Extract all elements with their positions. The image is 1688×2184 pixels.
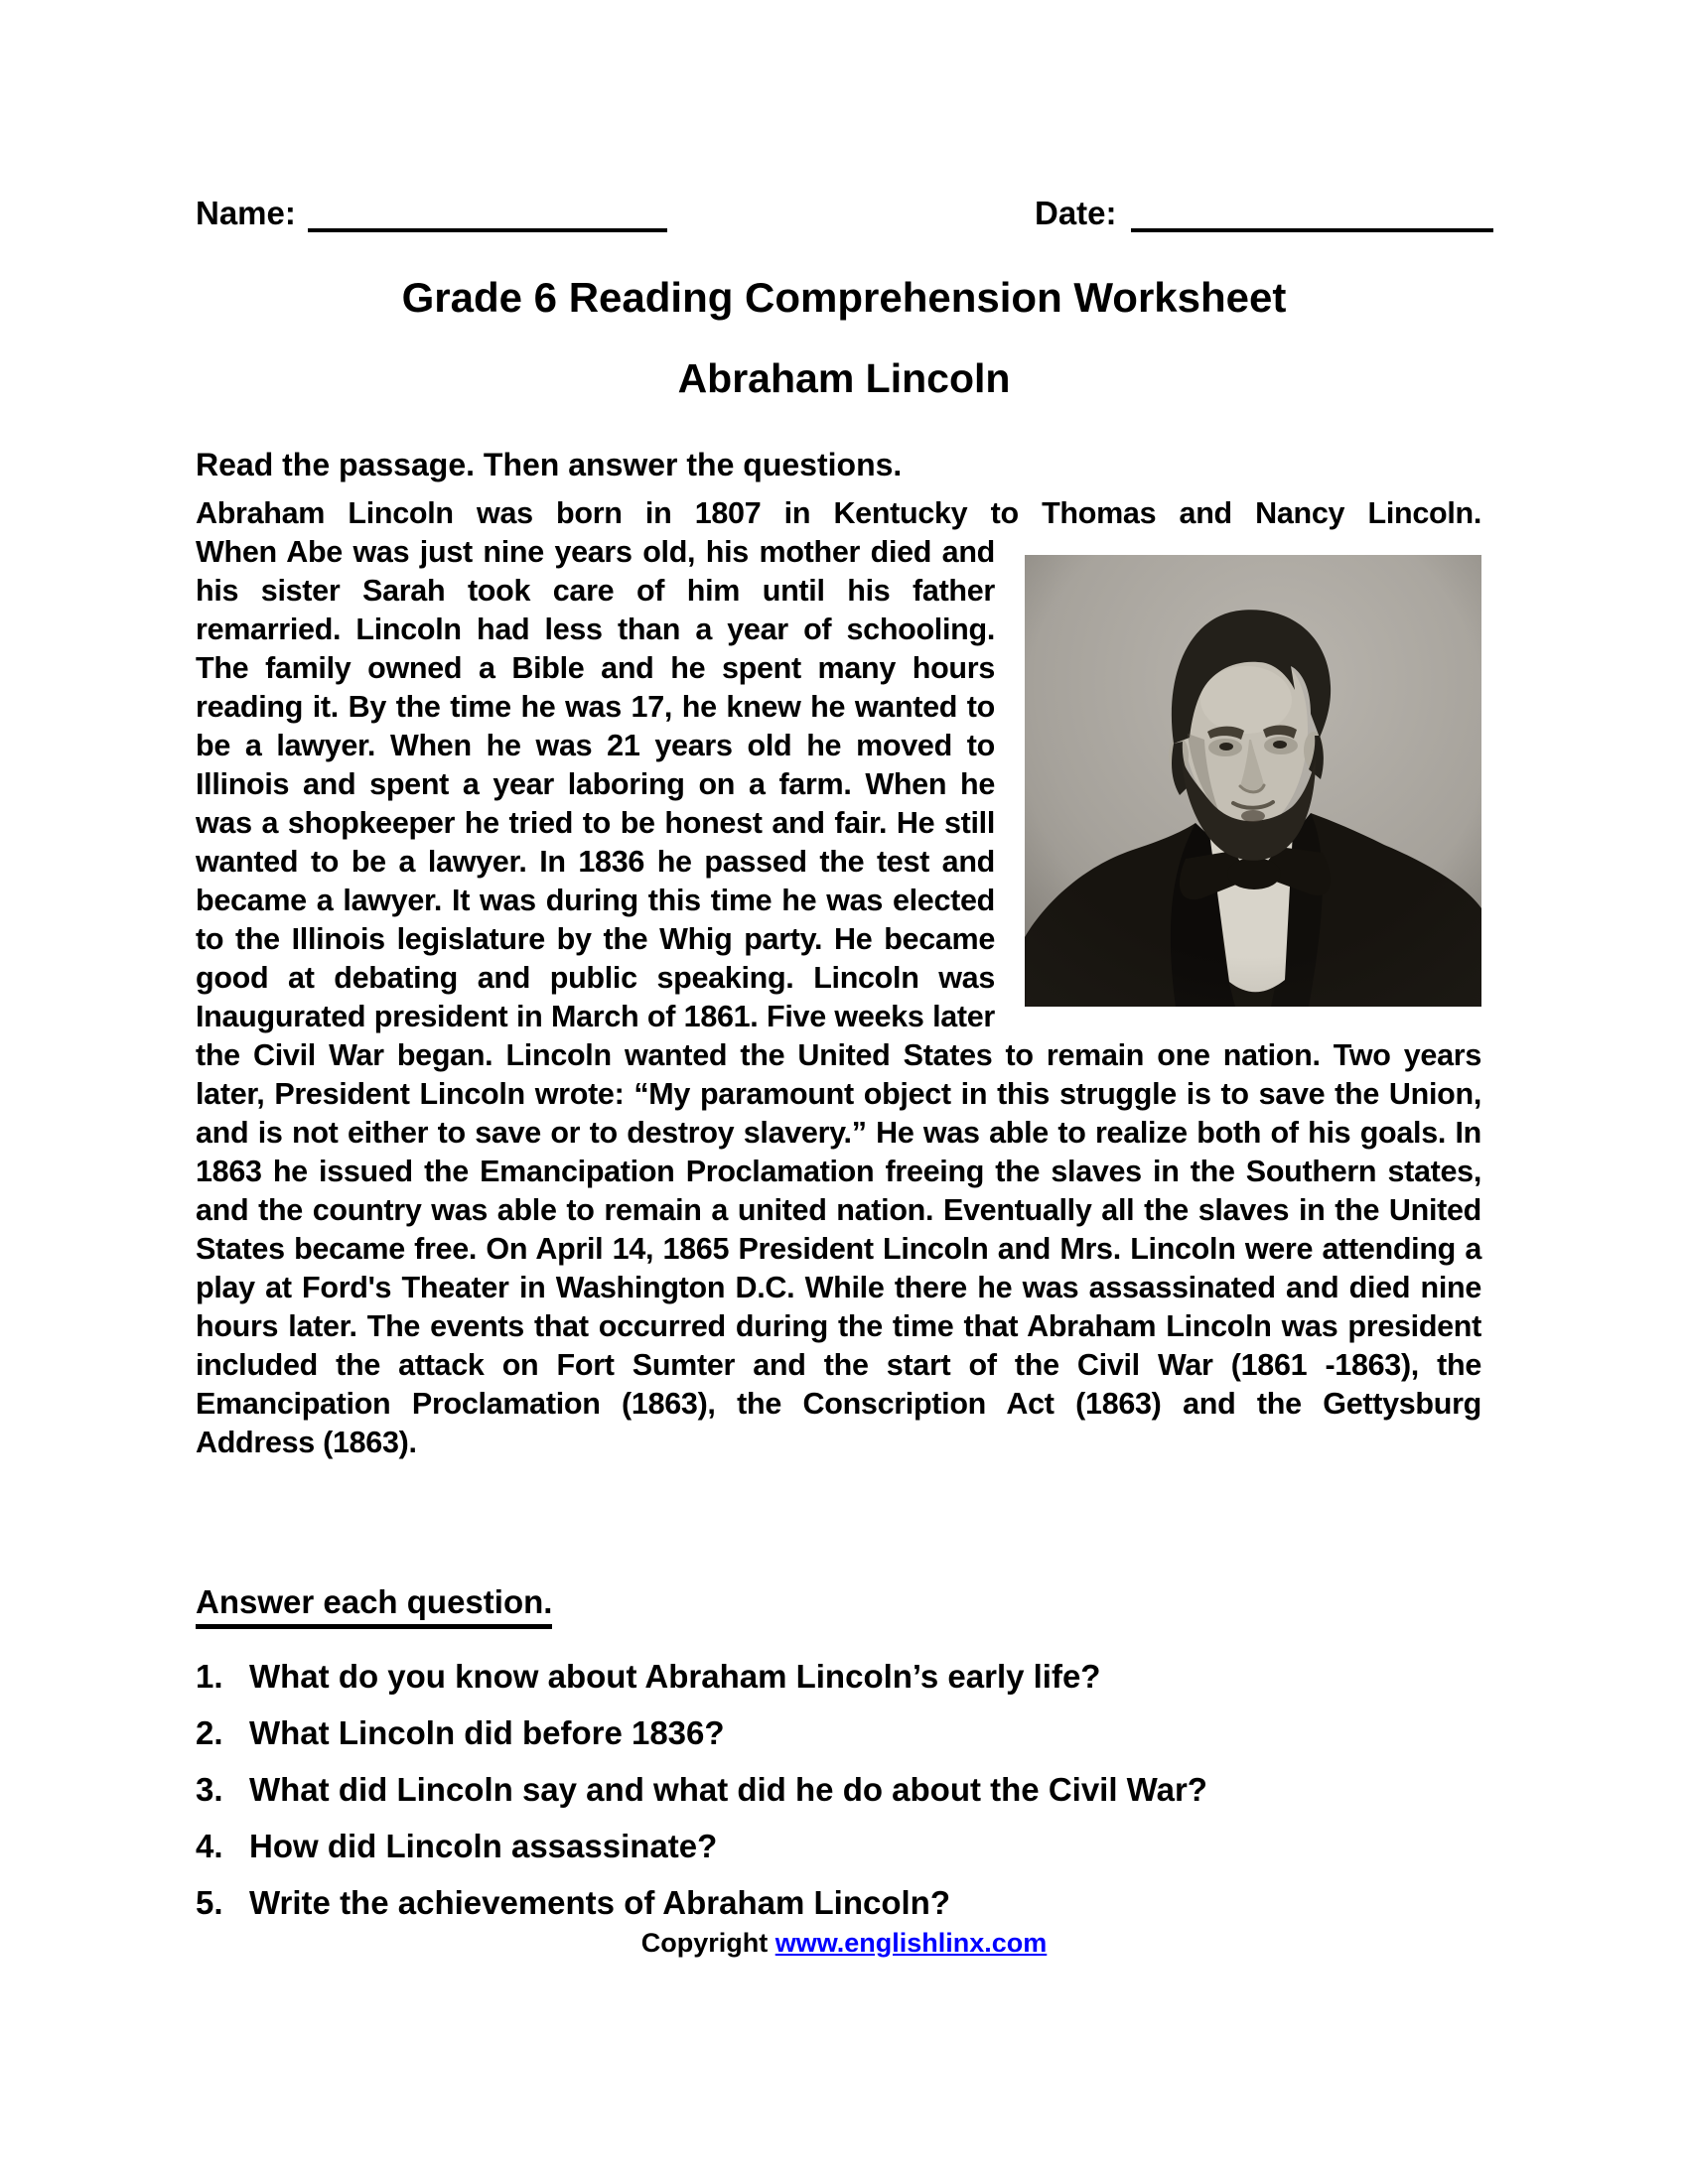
instructions-line: Read the passage. Then answer the questions. (196, 447, 903, 482)
question-text: What Lincoln did before 1836? (249, 1714, 725, 1751)
question-number: 1. (196, 1658, 223, 1695)
question-number: 3. (196, 1771, 223, 1808)
question-item (196, 1768, 1481, 1811)
page-subtitle: Abraham Lincoln (677, 355, 1011, 401)
question-number: 5. (196, 1884, 223, 1921)
lincoln-portrait-svg (1025, 555, 1481, 1007)
footer (0, 1928, 1688, 1959)
name-field (196, 195, 667, 232)
question-number: 4. (196, 1828, 223, 1864)
passage-body-text: When Abe was just nine years old, his mother died and his sister Sarah took care of him until his father remarried. Lincoln had less than a year of schooling. The family owned a Bible and he spent many hours reading it. By the time he was 17, he knew he wanted to be a lawyer. When he was 21 years old he moved to Illinois and spent a year laboring on a farm. When he was a shopkeeper he tried to be honest and fair. He still wanted to be a lawyer. In 1836 he passed the test and became a lawyer. It was during this time he was elected to the Illinois legislature by the Whig party. He became good at debating and public speaking. Lincoln was Inaugurated president in March of 1861. Five weeks later the Civil War began. Lincoln wanted the United States to remain one nation. Two years later, President Lincoln wrote: “My paramount object in this struggle is to save the Union, and is not either to save or to destroy slavery.” He was able to realize both of his goals. In 1863 he issued the Emancipation Proclamation freeing the slaves in the Southern states, and the country was able to remain a united nation. Eventually all the slaves in the United States became free. On April 14, 1865 President Lincoln and Mrs. Lincoln were attending a play at Ford's Theater in Washington D.C. While there he was assassinated and died nine hours later. The events that occurred during the time that Abraham Lincoln was president included the attack on Fort Sumter and the start of the Civil War (1861 -1863), the Emancipation Proclamation (1863), the Conscription Act (1863) and the Gettysburg Address (1863). (196, 535, 1481, 1459)
name-label: Name: (196, 195, 296, 231)
question-item (196, 1711, 1481, 1754)
lincoln-portrait-photo (1025, 555, 1481, 1007)
passage (196, 494, 1481, 1462)
englishlinx-link[interactable]: www.englishlinx.com (774, 1928, 1048, 1958)
passage-first-line: Abraham Lincoln was born in 1807 in Kentucky to Thomas and Nancy Lincoln. (196, 496, 1481, 530)
question-text: What do you know about Abraham Lincoln’s early life? (249, 1658, 1101, 1695)
question-number: 2. (196, 1714, 223, 1751)
questions-heading: Answer each question. (196, 1582, 552, 1629)
date-field (1035, 195, 1493, 232)
copyright-label: Copyright (640, 1928, 769, 1958)
name-date-row (196, 195, 1481, 240)
name-blank-line (308, 201, 667, 232)
page-title: Grade 6 Reading Comprehension Worksheet (401, 274, 1287, 321)
question-text: What did Lincoln say and what did he do about the Civil War? (249, 1771, 1207, 1808)
questions-section (196, 1582, 1481, 1924)
question-item (196, 1655, 1481, 1698)
date-label: Date: (1035, 195, 1117, 231)
passage-body (196, 533, 1481, 1462)
question-item (196, 1825, 1481, 1867)
question-text: How did Lincoln assassinate? (249, 1828, 718, 1864)
question-text: Write the achievements of Abraham Lincoln? (249, 1884, 950, 1921)
date-blank-line (1131, 201, 1493, 232)
question-item (196, 1881, 1481, 1924)
